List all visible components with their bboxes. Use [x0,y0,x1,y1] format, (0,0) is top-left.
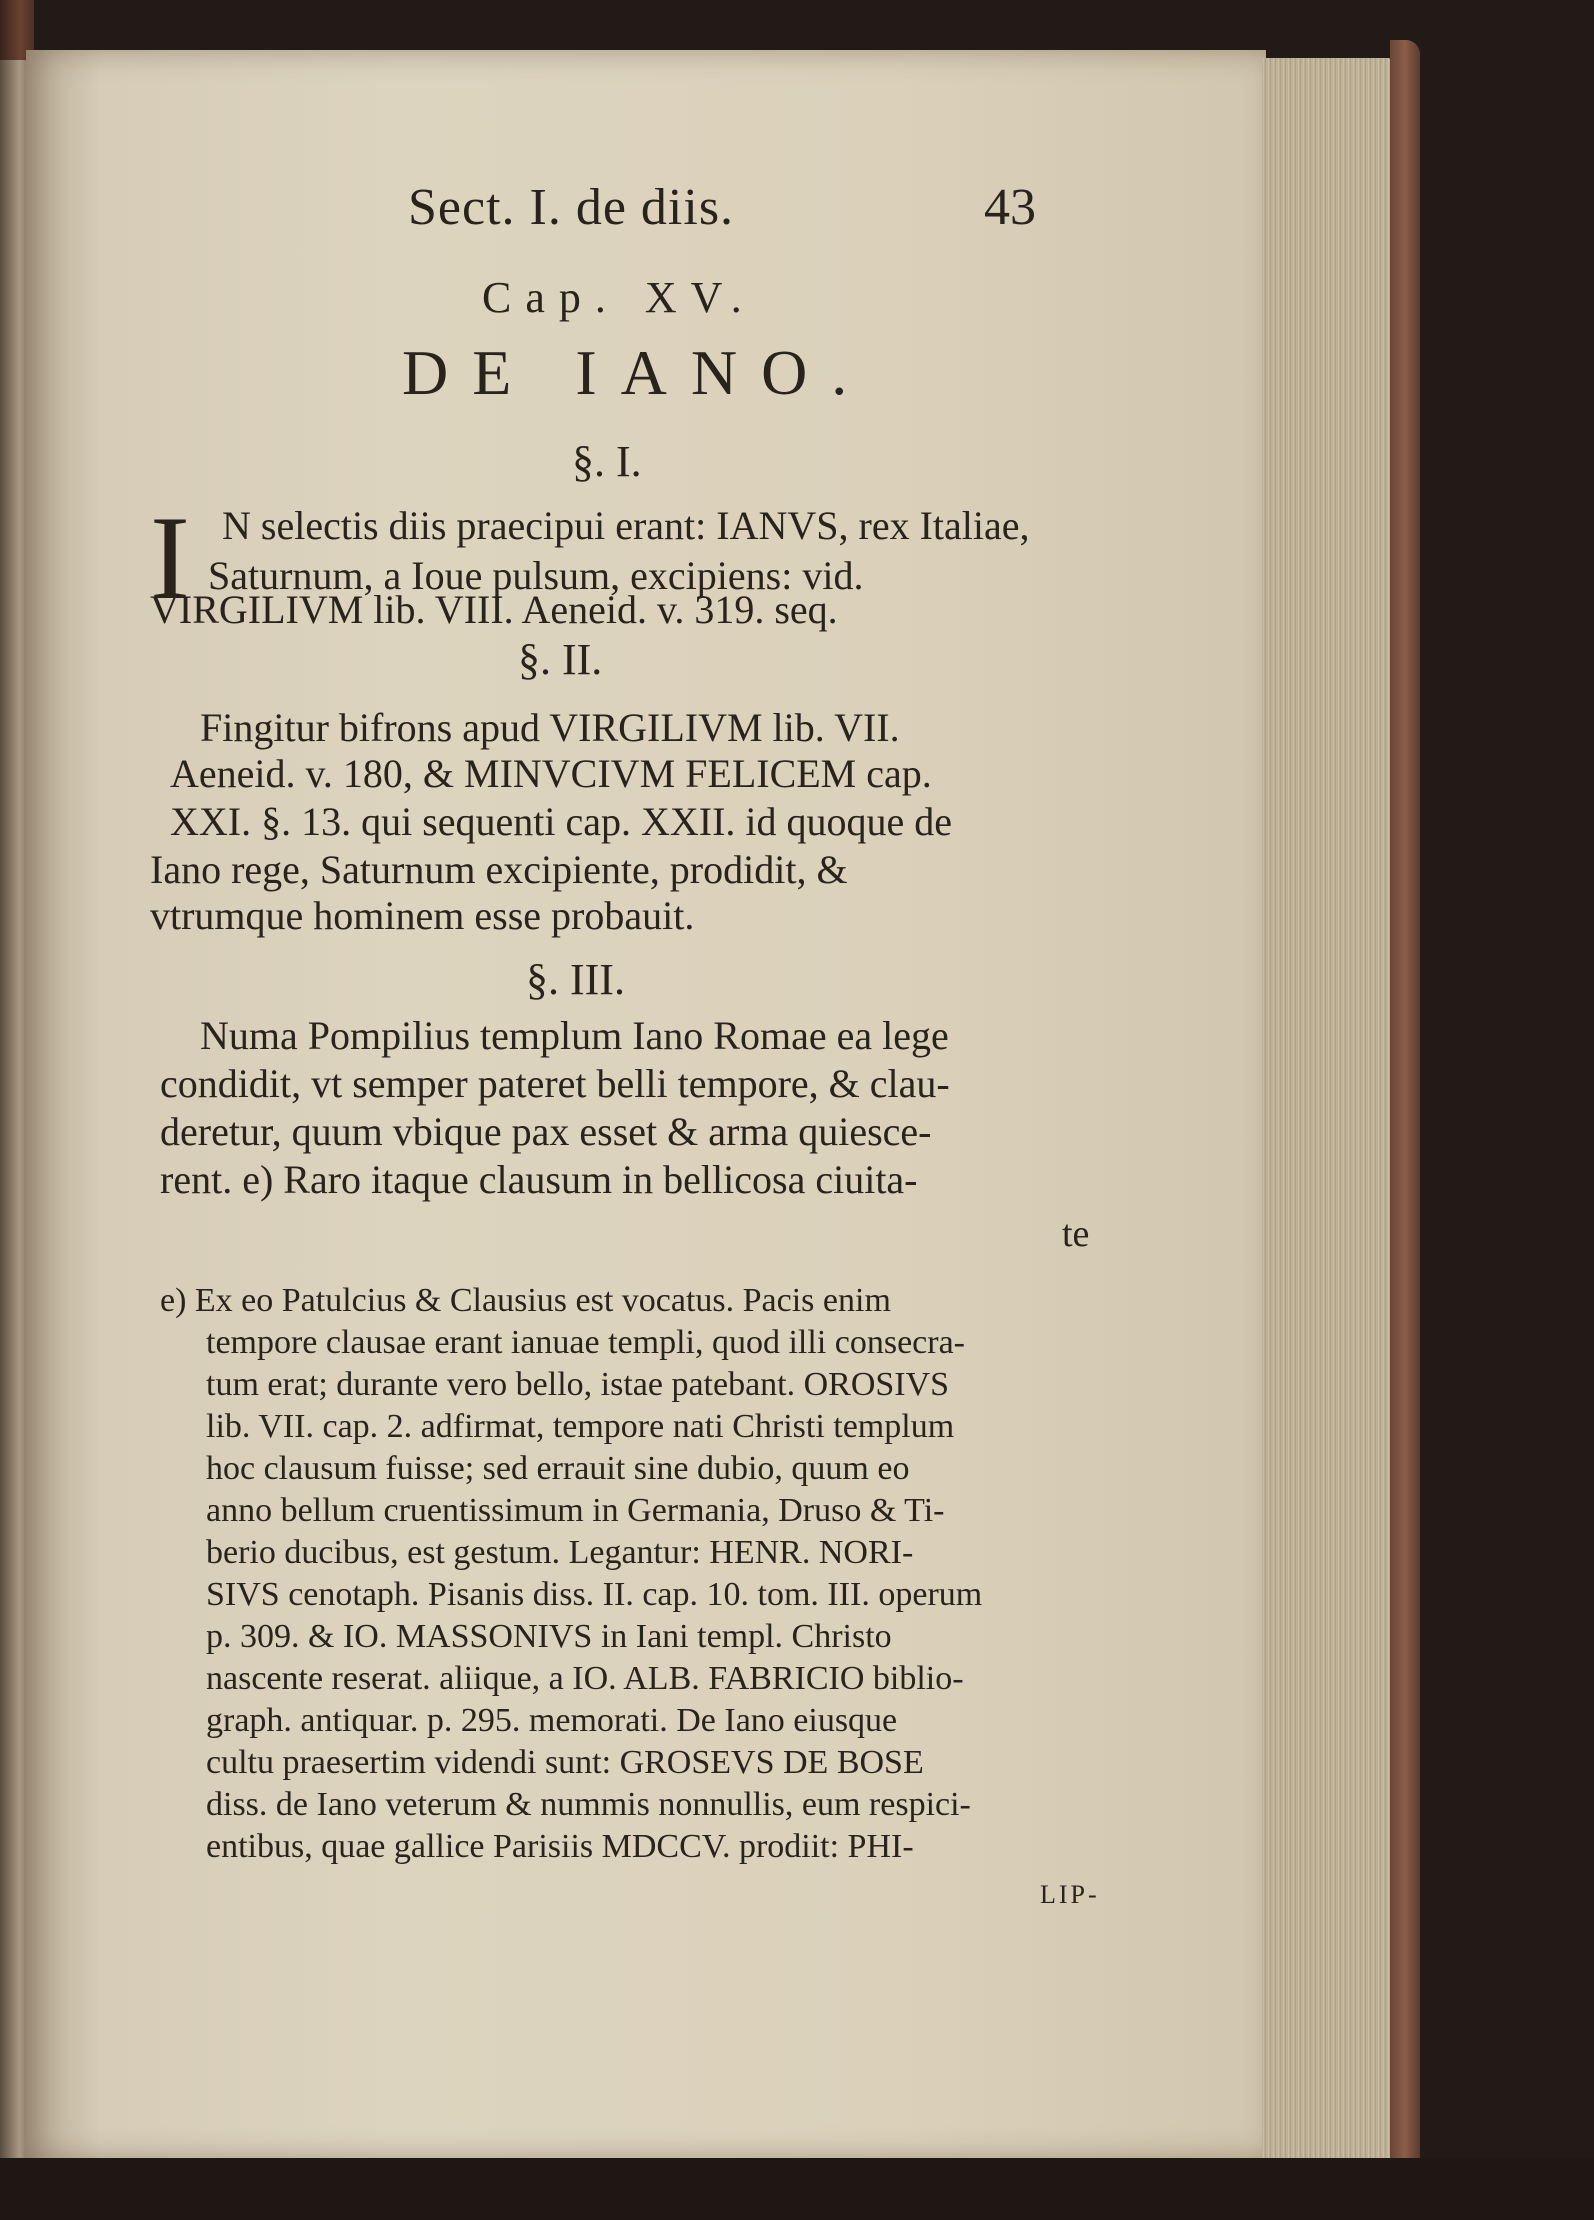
body-line: vtrumque hominem esse probauit. [150,893,695,938]
body-line: Iano rege, Saturnum excipiente, prodidit, & [150,847,848,892]
footnote-line: tempore clausae erant ianuae templi, quod illi consecra- [206,1324,966,1361]
footnote-line: nascente reserat. aliique, a IO. ALB. FABRICIO biblio- [206,1660,964,1697]
section-heading: §. III. [526,955,625,1004]
body-line: XXI. §. 13. qui sequenti cap. XXII. id quoque de [170,799,953,844]
catchword: te [1062,1213,1090,1255]
footnote-line: entibus, quae gallice Parisiis MDCCV. prodiit: PHI- [206,1828,914,1865]
footnote-line: p. 309. & IO. MASSONIVS in Iani templ. Christo [206,1618,892,1655]
page-block-edge [1262,58,1398,2166]
body-line: deretur, quum vbique pax esset & arma quiesce- [160,1109,932,1154]
background-bottom [0,2158,1594,2220]
footnote-line: berio ducibus, est gestum. Legantur: HENR. NORI- [206,1534,914,1571]
footnote-line: lib. VII. cap. 2. adfirmat, tempore nati Christi templum [206,1408,955,1445]
book-cover-right-edge [1390,40,1420,2190]
page-number: 43 [984,179,1036,236]
body-line: N selectis diis praecipui erant: IANVS, rex Italiae, [222,503,1030,548]
body-line: VIRGILIVM lib. VIII. Aeneid. v. 319. seq. [150,587,838,632]
facing-page-edge [0,60,28,2160]
footnote-line: hoc clausum fuisse; sed errauit sine dubio, quum eo [206,1450,910,1487]
footnote-catchword: LIP- [1040,1880,1100,1909]
body-line: Numa Pompilius templum Iano Romae ea lege [200,1013,949,1058]
running-head: Sect. I. de diis. [408,179,735,236]
footnote-line: graph. antiquar. p. 295. memorati. De Iano eiusque [206,1702,898,1739]
footnote-line: anno bellum cruentissimum in Germania, Druso & Ti- [206,1492,945,1529]
section-heading: §. I. [572,437,642,486]
body-line: rent. e) Raro itaque clausum in bellicosa ciuita- [160,1157,918,1202]
chapter-title: DE IANO. [402,337,872,408]
chapter-label: Cap. XV. [482,273,756,322]
body-line: Aeneid. v. 180, & MINVCIVM FELICEM cap. [170,751,932,796]
body-line: Saturnum, a Ioue pulsum, excipiens: vid. [208,553,864,598]
footnote-line: tum erat; durante vero bello, istae patebant. OROSIVS [206,1366,950,1403]
section-heading: §. II. [518,635,603,684]
body-line: condidit, vt semper pateret belli tempore, & clau- [160,1061,950,1106]
footnote-line: e) Ex eo Patulcius & Clausius est vocatus. Pacis enim [160,1282,891,1319]
footnote-line: SIVS cenotaph. Pisanis diss. II. cap. 10. tom. III. operum [206,1576,983,1613]
body-line: Fingitur bifrons apud VIRGILIVM lib. VII. [200,705,900,750]
footnote-line: diss. de Iano veterum & nummis nonnullis, eum respici- [206,1786,971,1823]
footnote-line: cultu praesertim videndi sunt: GROSEVS DE BOSE [206,1744,924,1781]
drop-cap: I [150,491,190,624]
